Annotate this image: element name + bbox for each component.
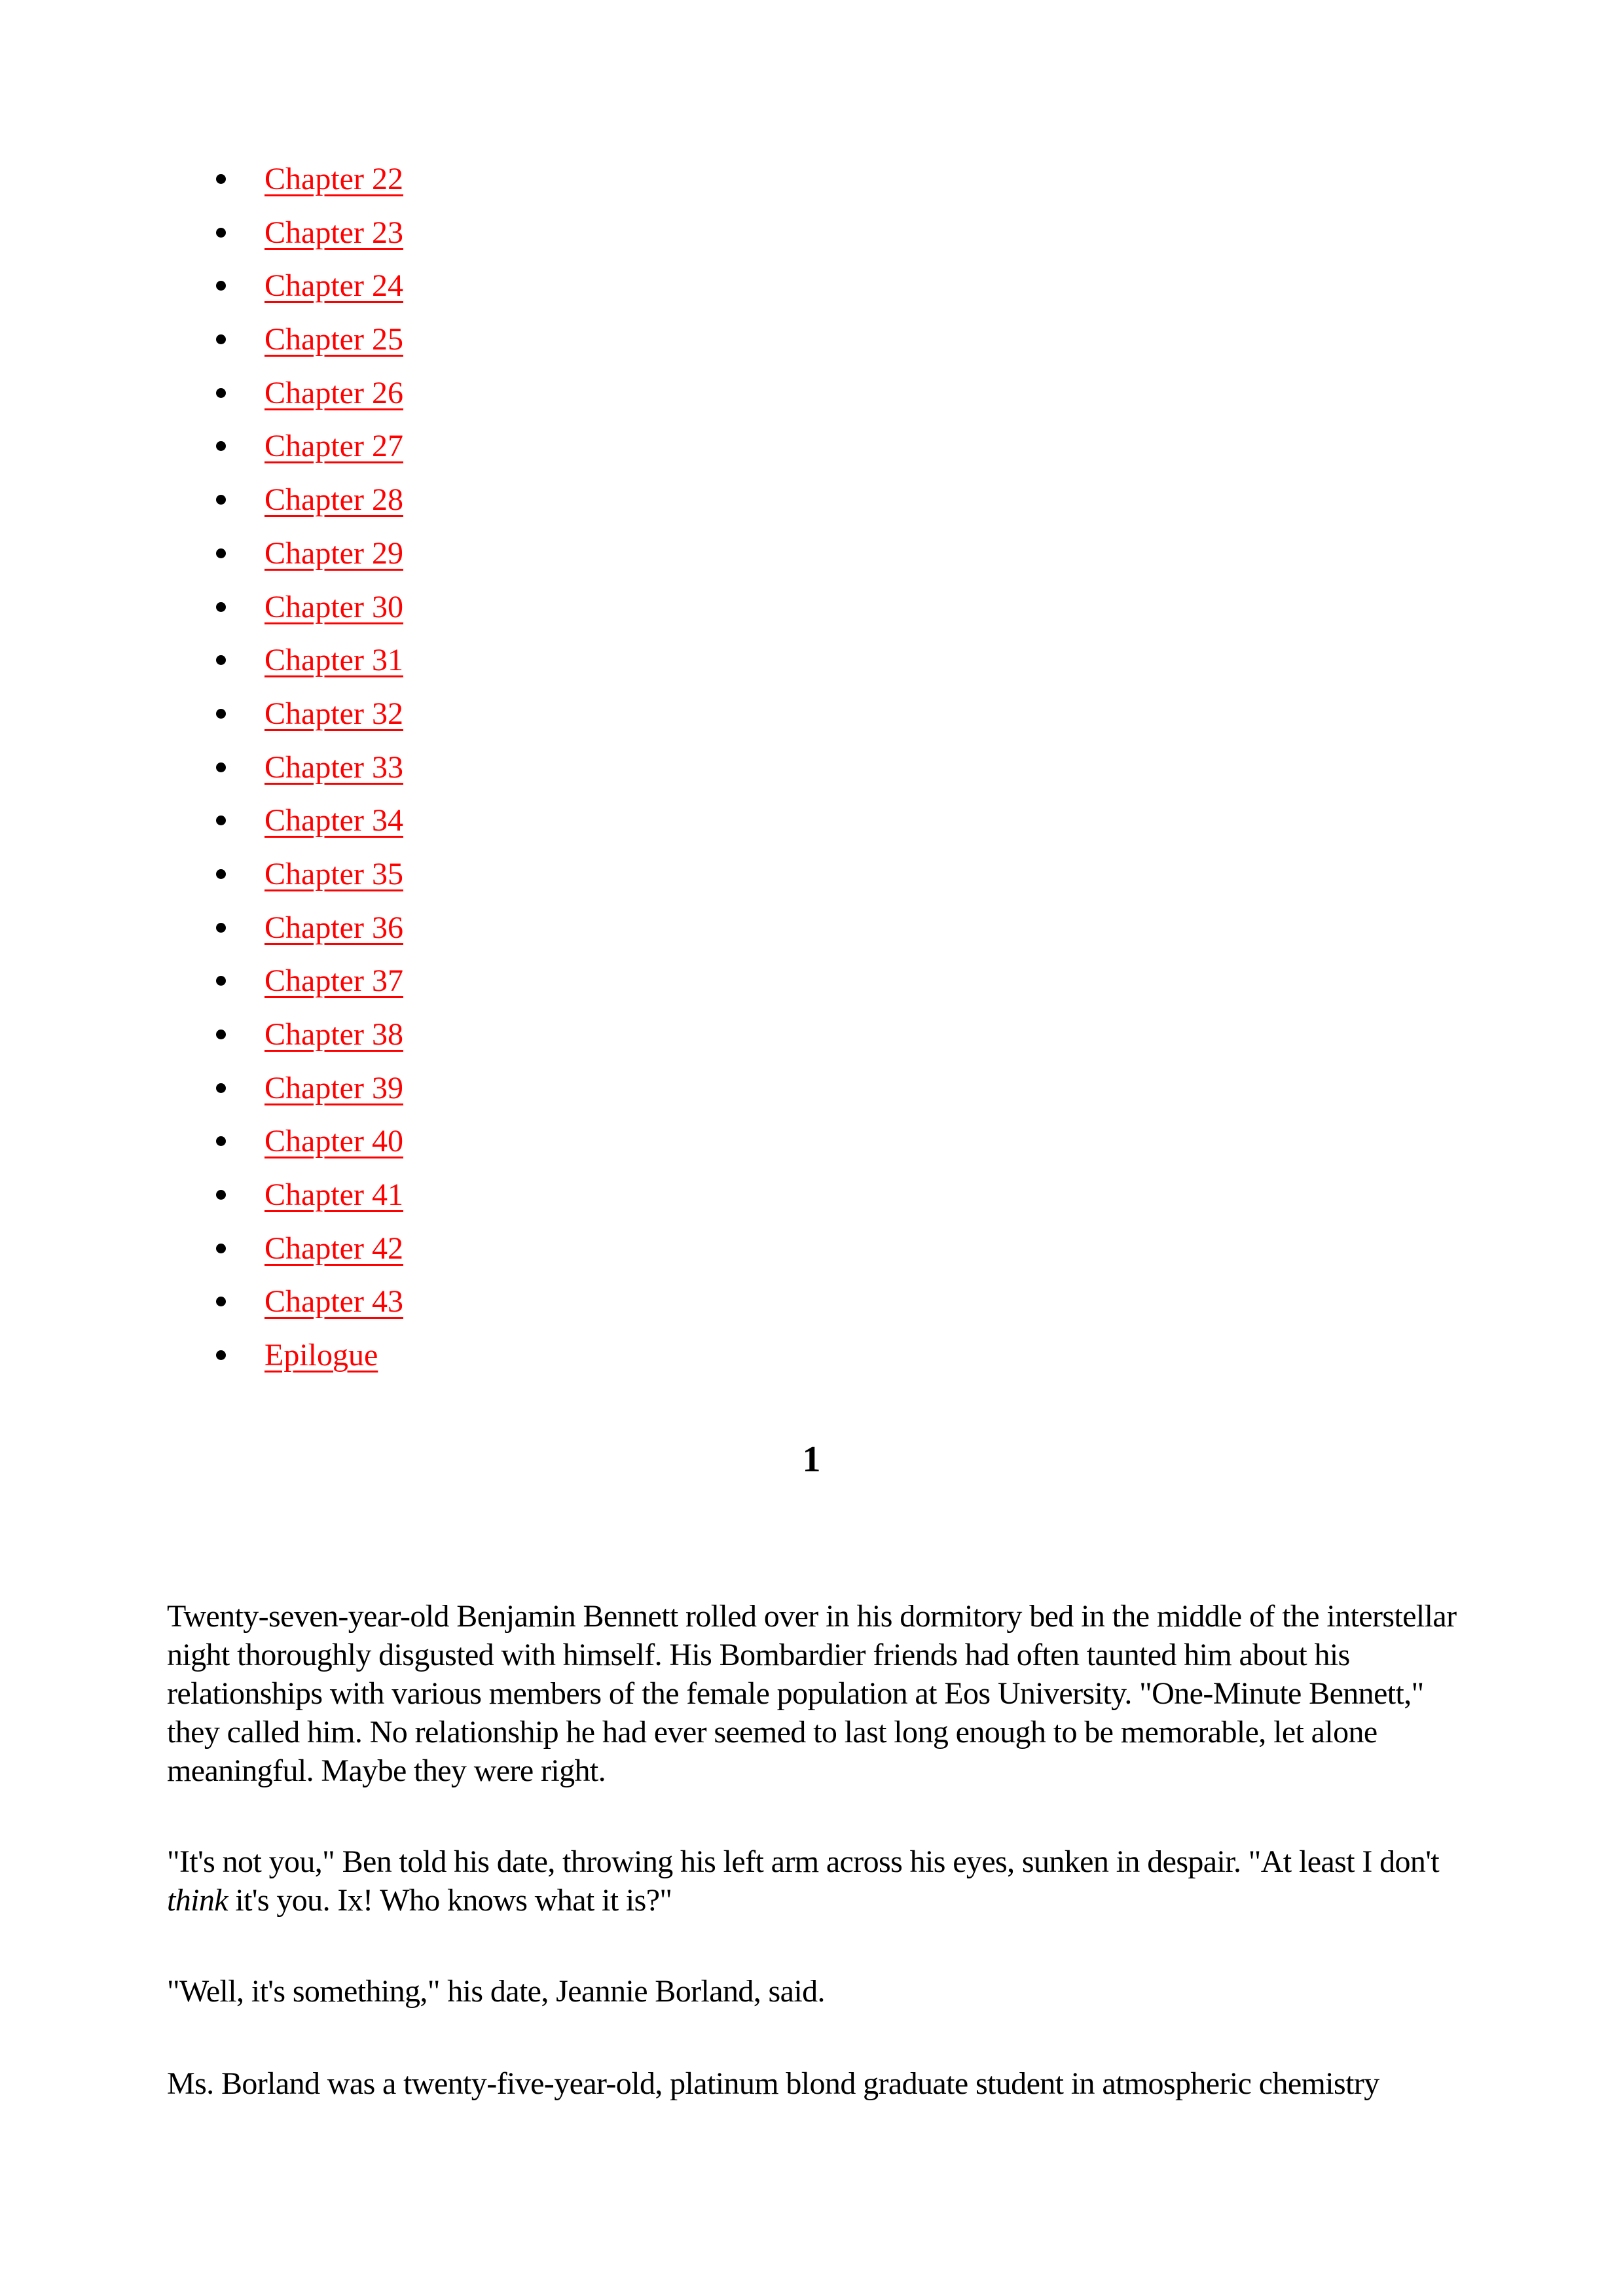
bullet-icon bbox=[216, 441, 226, 451]
bullet-icon bbox=[216, 1030, 226, 1039]
toc-item bbox=[0, 427, 1623, 480]
bullet-icon bbox=[216, 1190, 226, 1200]
table-of-contents bbox=[0, 160, 1623, 1390]
paragraph-4: Ms. Borland was a twenty-five-year-old, platinum blond graduate student in atmospheric chemistry bbox=[167, 2066, 1379, 2101]
toc-link-chapter-42[interactable]: Chapter 42 bbox=[264, 1230, 403, 1266]
toc-item bbox=[0, 266, 1623, 320]
toc-link-chapter-25[interactable]: Chapter 25 bbox=[264, 322, 403, 357]
bullet-icon bbox=[216, 281, 226, 291]
toc-link-chapter-38[interactable]: Chapter 38 bbox=[264, 1017, 403, 1052]
bullet-icon bbox=[216, 228, 226, 238]
toc-item bbox=[0, 1015, 1623, 1069]
toc-item bbox=[0, 748, 1623, 802]
toc-item bbox=[0, 1282, 1623, 1336]
bullet-icon bbox=[216, 548, 226, 558]
paragraph-2-text-start: "It's not you," Ben told his date, throwing his left arm across his eyes, sunken in despair. "At least I don't bbox=[167, 1844, 1440, 1879]
bullet-icon bbox=[216, 709, 226, 719]
paragraph-3: "Well, it's something," his date, Jeannie Borland, said. bbox=[167, 1974, 825, 2009]
toc-link-chapter-36[interactable]: Chapter 36 bbox=[264, 910, 403, 945]
toc-link-chapter-43[interactable]: Chapter 43 bbox=[264, 1284, 403, 1319]
toc-item bbox=[0, 641, 1623, 694]
toc-link-chapter-35[interactable]: Chapter 35 bbox=[264, 856, 403, 891]
toc-link-chapter-22[interactable]: Chapter 22 bbox=[264, 162, 403, 196]
chapter-heading: 1 bbox=[802, 1439, 821, 1480]
bullet-icon bbox=[216, 655, 226, 665]
toc-link-epilogue[interactable]: Epilogue bbox=[264, 1338, 378, 1373]
paragraph-2-text-end: it's you. Ix! Who knows what it is?" bbox=[227, 1883, 672, 1918]
toc-item bbox=[0, 1122, 1623, 1175]
toc-link-chapter-24[interactable]: Chapter 24 bbox=[264, 268, 403, 304]
toc-item bbox=[0, 320, 1623, 374]
toc-link-chapter-37[interactable]: Chapter 37 bbox=[264, 963, 403, 999]
toc-link-chapter-23[interactable]: Chapter 23 bbox=[264, 215, 403, 250]
toc-item bbox=[0, 160, 1623, 213]
bullet-icon bbox=[216, 976, 226, 986]
paragraph-2-italic-word: think bbox=[167, 1883, 228, 1918]
toc-link-chapter-29[interactable]: Chapter 29 bbox=[264, 535, 403, 571]
bullet-icon bbox=[216, 1244, 226, 1253]
bullet-icon bbox=[216, 762, 226, 772]
toc-link-chapter-32[interactable]: Chapter 32 bbox=[264, 696, 403, 731]
bullet-icon bbox=[216, 495, 226, 505]
toc-item bbox=[0, 1175, 1623, 1229]
toc-link-chapter-33[interactable]: Chapter 33 bbox=[264, 749, 403, 785]
toc-link-chapter-28[interactable]: Chapter 28 bbox=[264, 482, 403, 518]
toc-item bbox=[0, 480, 1623, 534]
toc-item bbox=[0, 1336, 1623, 1390]
toc-item bbox=[0, 908, 1623, 962]
bullet-icon bbox=[216, 388, 226, 398]
bullet-icon bbox=[216, 334, 226, 344]
paragraph-2 bbox=[167, 1842, 1470, 1920]
toc-item bbox=[0, 1069, 1623, 1122]
bullet-icon bbox=[216, 923, 226, 933]
bullet-icon bbox=[216, 1083, 226, 1093]
toc-item bbox=[0, 213, 1623, 267]
bullet-icon bbox=[216, 1350, 226, 1360]
toc-item bbox=[0, 588, 1623, 641]
toc-item bbox=[0, 961, 1623, 1015]
toc-link-chapter-31[interactable]: Chapter 31 bbox=[264, 643, 403, 678]
bullet-icon bbox=[216, 1136, 226, 1146]
toc-item bbox=[0, 855, 1623, 908]
toc-item bbox=[0, 694, 1623, 748]
toc-link-chapter-41[interactable]: Chapter 41 bbox=[264, 1177, 403, 1213]
toc-link-chapter-27[interactable]: Chapter 27 bbox=[264, 429, 403, 464]
toc-link-chapter-30[interactable]: Chapter 30 bbox=[264, 589, 403, 624]
toc-link-chapter-40[interactable]: Chapter 40 bbox=[264, 1124, 403, 1159]
toc-item bbox=[0, 374, 1623, 427]
chapter-body bbox=[167, 1597, 1470, 2155]
toc-link-chapter-26[interactable]: Chapter 26 bbox=[264, 375, 403, 410]
toc-link-chapter-39[interactable]: Chapter 39 bbox=[264, 1070, 403, 1105]
toc-item bbox=[0, 801, 1623, 855]
bullet-icon bbox=[216, 174, 226, 184]
bullet-icon bbox=[216, 1297, 226, 1306]
toc-item bbox=[0, 534, 1623, 588]
paragraph-1: Twenty-seven-year-old Benjamin Bennett rolled over in his dormitory bed in the middle of the interstellar night thoroughly disgusted with himself. His Bombardier friends had often taunted him about his relationships with various members of the female population at Eos University. "One-Minute Bennett," they called him. No relationship he had ever seemed to last long enough to be memorable, let alone meaningful. Maybe they were right. bbox=[167, 1599, 1457, 1788]
toc-item bbox=[0, 1229, 1623, 1283]
bullet-icon bbox=[216, 816, 226, 825]
bullet-icon bbox=[216, 869, 226, 879]
toc-link-chapter-34[interactable]: Chapter 34 bbox=[264, 803, 403, 838]
bullet-icon bbox=[216, 602, 226, 612]
